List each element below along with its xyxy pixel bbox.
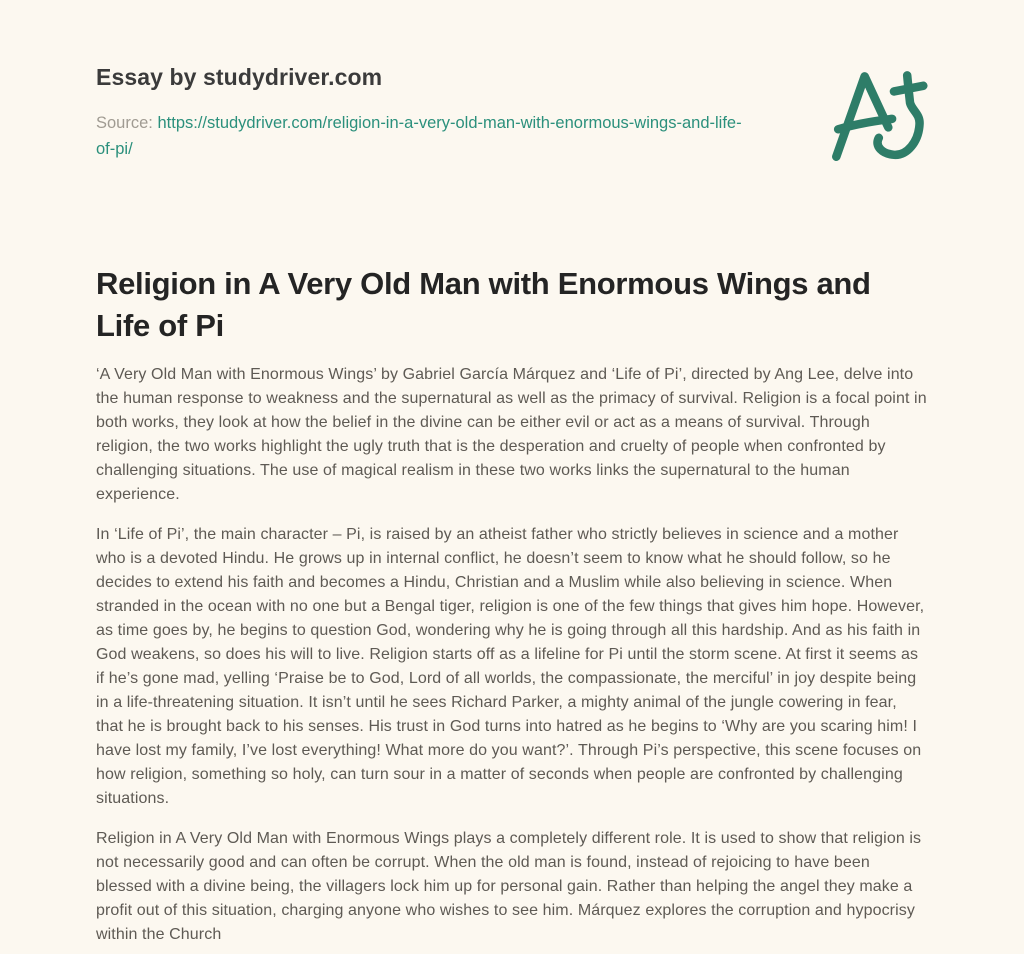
source-label: Source:: [96, 114, 153, 132]
page-title: Essay by studydriver.com: [96, 64, 383, 90]
essay-body: [96, 263, 928, 947]
essay-paragraph-3: Religion in A Very Old Man with Enormous Wings plays a completely different role. It is used to show that religion is not necessarily good and can often be corrupt. When the old man is found, instead of rejoicing to have been blessed with a divine being, the villagers lock him up for personal gain. Rather than helping the angel they make a profit out of this situation, charging anyone who wishes to see him. Márquez explores the corruption and hypocrisy within the Church: [96, 830, 922, 943]
page-header: [96, 64, 928, 169]
source-line: [96, 110, 756, 162]
studydriver-logo: [824, 65, 928, 169]
source-link[interactable]: https://studydriver.com/religion-in-a-very-old-man-with-enormous-wings-and-life-of-pi/: [96, 114, 742, 158]
essay-title: Religion in A Very Old Man with Enormous Wings and Life of Pi: [96, 266, 871, 343]
a-plus-logo-icon: [824, 65, 928, 169]
header-text-block: [96, 64, 756, 162]
essay-paragraph-2: In ‘Life of Pi’, the main character – Pi, is raised by an atheist father who strictly believes in science and a mother who is a devoted Hindu. He grows up in internal conflict, he doesn’t seem to know what he should follow, so he decides to extend his faith and becomes a Hindu, Christian and a Muslim while also believing in science. When stranded in the ocean with no one but a Bengal tiger, religion is one of the few things that gives him hope. However, as time goes by, he begins to question God, wondering why he is going through all this hardship. And as his faith in God weakens, so does his will to live. Religion starts off as a lifeline for Pi until the storm scene. At first it seems as if he’s gone mad, yelling ‘Praise be to God, Lord of all worlds, the compassionate, the merciful’ in joy despite being in a life-threatening situation. It isn’t until he sees Richard Parker, a mighty animal of the jungle cowering in fear, that he is brought back to his senses. His trust in God turns into hatred as he begins to ‘Why are you scaring him! I have lost my family, I’ve lost everything! What more do you want?’. Through Pi’s perspective, this scene focuses on how religion, something so holy, can turn sour in a matter of seconds when people are confronted by challenging situations.: [96, 526, 925, 807]
essay-paragraph-1: ‘A Very Old Man with Enormous Wings’ by Gabriel García Márquez and ‘Life of Pi’, directed by Ang Lee, delve into the human response to weakness and the supernatural as well as the primacy of survival. Religion is a focal point in both works, they look at how the belief in the divine can be either evil or act as a means of survival. Through religion, the two works highlight the ugly truth that is the desperation and cruelty of people when confronted by challenging situations. The use of magical realism in these two works links the supernatural to the human experience.: [96, 366, 927, 503]
